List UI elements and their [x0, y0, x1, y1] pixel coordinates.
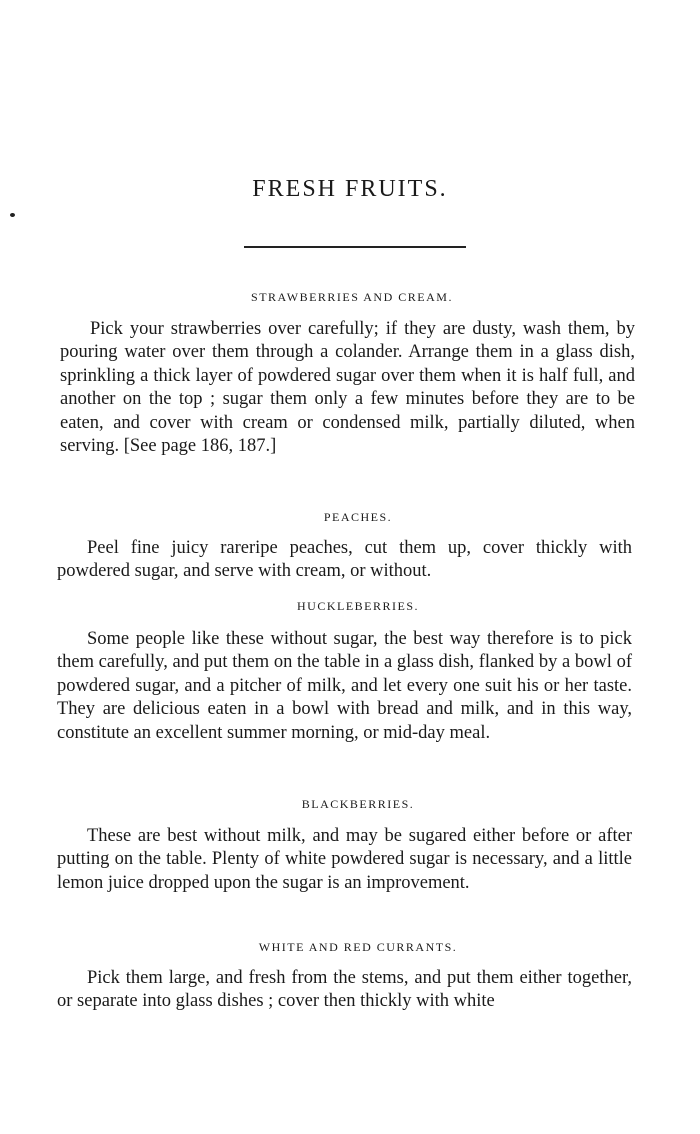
section-heading-currants: WHITE AND RED CURRANTS.: [258, 940, 458, 954]
section-body-huckleberries: Some people like these without sugar, the best way therefore is to pick them carefully, and put them on the table in a glass dish, flanked by a bowl of powdered sugar, and a pitcher of milk, and let every one suit his or her taste. They are delicious eaten in a bowl with bread and milk, and in this way, constitute an excellent summer morning, or mid-day meal.: [57, 629, 632, 743]
section-heading-huckleberries: HUCKLEBERRIES.: [296, 599, 419, 613]
title-rule: [244, 246, 466, 248]
section-body-peaches: Peel fine juicy rareripe peaches, cut them up, cover thickly with powdered sugar, and serve with cream, or without.: [57, 538, 632, 582]
section-body-blackberries: These are best without milk, and may be sugared either before or after putting on the table. Plenty of white powdered sugar is necessary, and a little lemon juice dropped upon the sugar is an improvement.: [57, 826, 632, 893]
section-body-strawberries: Pick your strawberries over carefully; if they are dusty, wash them, by pouring water over them through a colander. Arrange them in a glass dish, sprinkling a thick layer of powdered sugar over them when it is half full, and another on the top ; sugar them only a few minutes before they are to be eaten, and cover with cream or condensed milk, partially diluted, when serving. [See page 186, 187.]: [60, 319, 635, 457]
section-heading-peaches: PEACHES.: [323, 510, 393, 524]
chapter-title: FRESH FRUITS.: [252, 176, 448, 202]
section-heading-blackberries: BLACKBERRIES.: [301, 797, 415, 811]
ink-mark: [10, 213, 15, 217]
section-heading-strawberries: STRAWBERRIES AND CREAM.: [251, 290, 453, 304]
section-body-currants: Pick them large, and fresh from the stems, and put them either together, or separate into glass dishes ; cover then thickly with white: [57, 968, 632, 1012]
